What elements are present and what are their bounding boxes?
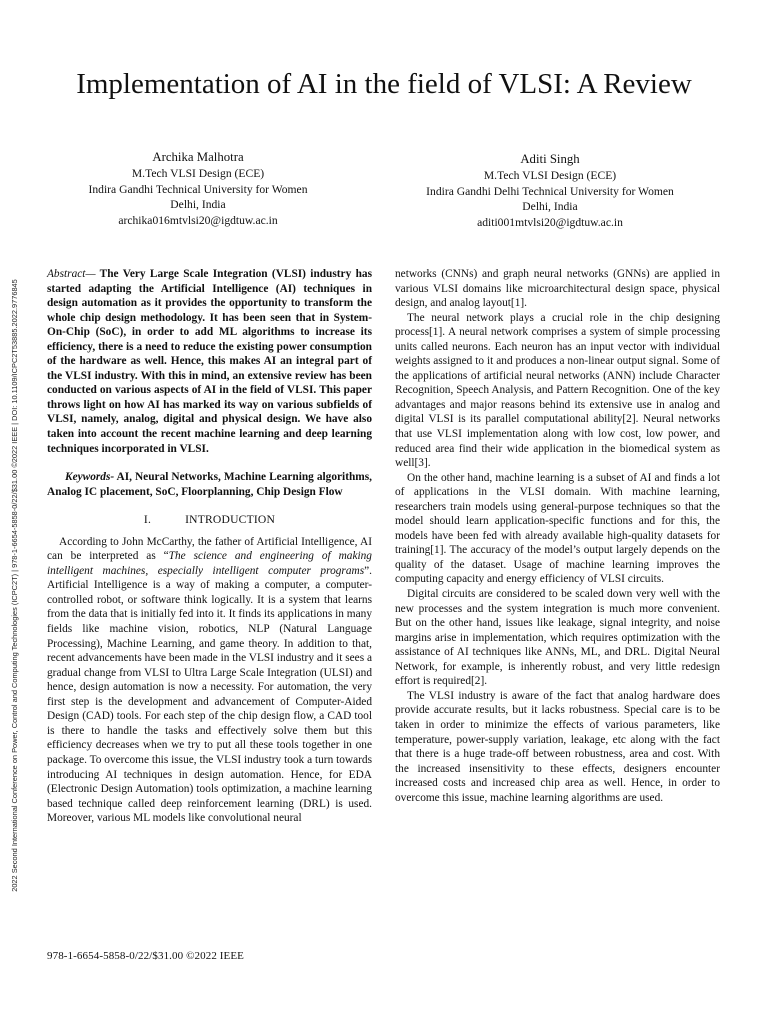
side-note-text: 2022 Second International Conference on Power, Control and Computing Technologies (ICPC2T) | 978-1-6654-5858-0/22/$31.00 ©2022 IEEE | DOI: 10.1109/ICPC2T53885.2022.9776845 bbox=[9, 278, 19, 892]
abstract-text: The Very Large Scale Integration (VLSI) industry has started adapting the Artificial Intelligence (AI) techniques in design automation as it provides the opportunity to transform the whole chip design methodology. It has been seen that in System-On-Chip (SoC), in order to add ML algorithms to increase its efficiency, there is a need to reduce the existing power consumption of the hardware as well. Hence, this makes AI an integral part of the VLSI industry. With this in mind, an extensive review has been conducted on various aspects of AI in the field of VLSI. This paper throws light on how AI has marked its way on various subfields of VLSI, namely, analog, digital and physical design. We have also taken into account the recent machine learning and deep learning techniques incorporated in VLSI. bbox=[47, 268, 372, 455]
section-number: I. bbox=[143, 513, 152, 527]
intro-paragraph bbox=[47, 535, 372, 826]
abstract-label: Abstract— bbox=[47, 268, 96, 280]
author-block-2 bbox=[410, 151, 690, 230]
conference-side-note bbox=[5, 215, 23, 955]
body-paragraph: networks (CNNs) and graph neural networks (GNNs) are applied in various VLSI domains like microarchitectural design space, physical design, and analog layout[1]. bbox=[395, 268, 720, 310]
intro-text-b: ”. Artificial Intelligence is a way of making a computer, a computer-controlled robot, or software think logically. It is a system that learns from the data that is initially fed into it. It finds its applications in many fields like machine vision, robotics, NLP (Natural Language Processing), Machine Learning, and game theory. In addition to that, recent advancements have been made in the VLSI industry and it sees a gradual change from VLSI to Ultra Large Scale Integration (ULSI) and hence, design automation is now a necessity. For automation, the very first step is the development and advancement of Computer-Aided Design (CAD) tools. For each step of the chip design flow, a CAD tool is there to handle the tasks and effectively solve them but this efficiency decreases when we try to put all these tools together in one package. To overcome this issue, the VLSI industry took a turn towards introducing AI techniques in design automation. Hence, for EDA (Electronic Design Automation) tools optimization, a machine learning based technique called deep reinforcement learning (DRL) is used. Moreover, various ML models like convolutional neural bbox=[47, 564, 372, 825]
paper-title: Implementation of AI in the field of VLSI: A Review bbox=[76, 68, 692, 100]
author-name: Aditi Singh bbox=[520, 152, 580, 166]
author-location: Delhi, India bbox=[522, 200, 578, 213]
author-affiliation: Indira Gandhi Technical University for Women bbox=[88, 182, 308, 196]
right-column bbox=[395, 267, 720, 805]
keywords bbox=[47, 470, 372, 499]
keywords-text: AI, Neural Networks, Machine Learning algorithms, Analog IC placement, SoC, Floorplanning, Chip Design Flow bbox=[47, 471, 372, 498]
author-name: Archika Malhotra bbox=[152, 150, 244, 164]
body-paragraph: The VLSI industry is aware of the fact that analog hardware does provide accurate results, but it lacks robustness. Special care is to be taken in order to minimize the effects of various parameters, like temperature, power-supply variation, leakage, etc along with the fact that there is a huge trade-off between robustness, area and cost. With the increased insensitivity to these effects, designers encounter increased costs and increased chip area as well. Hence, in order to overcome this issue, machine learning algorithms are used. bbox=[395, 689, 720, 804]
body-paragraph: On the other hand, machine learning is a subset of AI and finds a lot of applications in the VLSI domain. With machine learning, researchers train models using general-purpose techniques so that the model should learn application-specific functions and for this, the models have been fed with already available high-quality datasets for training[1]. The accuracy of the model’s output largely depends on the quality of the dataset. Usage of machine learning improves the computing capacity and energy efficiency of VLSI circuits. bbox=[395, 471, 720, 586]
section-title: INTRODUCTION bbox=[185, 513, 276, 527]
author-email: archika016mtvlsi20@igdtuw.ac.in bbox=[118, 213, 278, 227]
author-block-1 bbox=[60, 149, 336, 228]
body-paragraph: The neural network plays a crucial role in the chip designing process[1]. A neural network comprises a system of simple processing units called neurons. Each neuron has an input vector with individual weights assigned to it and produces a non-linear output signal. Some of the applications of artificial neural networks (ANN) include Character Recognition, Speech Analysis, and Pattern Recognition. One of the key advantages and major reasons behind its extensive use in analog and digital VLSI is its parallel computational ability[2]. Neural networks that use VLSI implementation along with low cost, low power, and reduced area find their wide application in the biomedical system as well[3]. bbox=[395, 311, 720, 470]
author-dept: M.Tech VLSI Design (ECE) bbox=[131, 167, 265, 180]
author-affiliation: Indira Gandhi Delhi Technical University for Women bbox=[426, 184, 674, 198]
author-location: Delhi, India bbox=[170, 198, 226, 211]
section-heading-introduction bbox=[47, 513, 372, 528]
keywords-label: Keywords- bbox=[65, 471, 115, 484]
author-dept: M.Tech VLSI Design (ECE) bbox=[483, 169, 617, 182]
author-email: aditi001mtvlsi20@igdtuw.ac.in bbox=[477, 215, 623, 229]
left-column bbox=[47, 267, 372, 826]
copyright-footer: 978-1-6654-5858-0/22/$31.00 ©2022 IEEE bbox=[47, 950, 244, 962]
abstract bbox=[47, 267, 372, 456]
intro-quote: The science and engineering of making intelligent machines, especially intelligent computer programs bbox=[47, 550, 372, 577]
intro-text-a: According to John McCarthy, the father of Artificial Intelligence, AI can be interpreted as “ bbox=[47, 535, 372, 563]
body-paragraph: Digital circuits are considered to be scaled down very well with the new processes and the system integration is much more convenient. But on the other hand, issues like leakage, signal integrity, and noise margins arise in implementation, which requires optimization with the assistance of AI techniques like ANNs, ML, and DRL. Digital Neural Network, for example, is inherently robust, and very little redesign effort is required[2]. bbox=[395, 588, 720, 688]
